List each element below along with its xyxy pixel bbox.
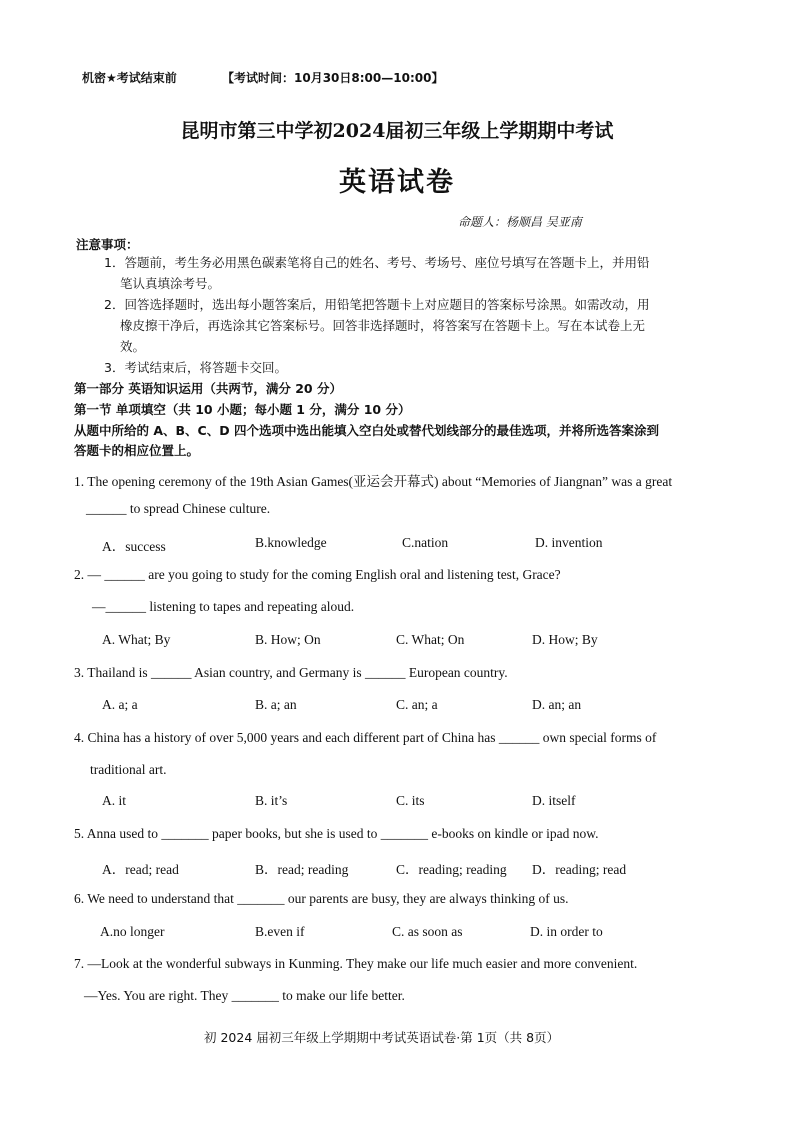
- question-5-stem: 5. Anna used to _______ paper books, but she is used to _______ e-books on kindle or ipad now.: [74, 826, 599, 841]
- authors-line: 命题人：杨顺昌 吴亚南: [458, 215, 582, 229]
- instructions-line-2: 答题卡的相应位置上。: [74, 443, 200, 458]
- question-4-option-b: B. it’s: [255, 793, 288, 808]
- question-2-option-b: B. How; On: [255, 632, 321, 647]
- question-2-stem: 2. — ______ are you going to study for the coming English oral and listening test, Grace?: [74, 567, 561, 582]
- question-4-option-a: A. it: [102, 793, 127, 808]
- question-2-option-d: D. How; By: [532, 632, 598, 647]
- question-2-option-c: C. What; On: [396, 632, 465, 647]
- question-2-stem-cont: —______ listening to tapes and repeating aloud.: [92, 599, 355, 614]
- question-1-option-a: A．success: [102, 539, 166, 554]
- question-1-option-b: B.knowledge: [255, 535, 327, 550]
- question-4-option-d: D. itself: [532, 793, 576, 808]
- question-5-option-b: B．read; reading: [255, 862, 349, 877]
- question-6-option-d: D. in order to: [530, 924, 603, 939]
- question-7-stem-cont: —Yes. You are right. They _______ to make our life better.: [84, 988, 405, 1003]
- notice-heading: 注意事项：: [76, 237, 139, 252]
- notice-item-2-line-3: 效。: [120, 339, 146, 354]
- question-6-option-a: A.no longer: [100, 924, 165, 939]
- question-6-option-b: B.even if: [255, 924, 305, 939]
- question-4-stem-cont: traditional art.: [90, 762, 167, 777]
- confidential-label: 机密★考试结束前: [82, 71, 177, 85]
- question-5-option-d: D．reading; read: [532, 862, 627, 877]
- section-one-heading: 第一节 单项填空（共 10 小题；每小题 1 分，满分 10 分）: [74, 402, 411, 417]
- notice-item-1-line-1: 1．答题前，考生务必用黑色碳素笔将自己的姓名、考号、考场号、座位号填写在答题卡上，并用铅: [104, 255, 650, 270]
- exam-time: 【考试时间：10月30日8:00—10:00】: [222, 71, 444, 85]
- notice-item-2-line-2: 橡皮擦干净后，再选涂其它答案标号。回答非选择题时，将答案写在答题卡上。写在本试卷上无: [120, 318, 646, 333]
- question-1-stem-cont: ______ to spread Chinese culture.: [86, 501, 271, 516]
- question-7-stem: 7. —Look at the wonderful subways in Kunming. They make our life much easier and more convenient.: [74, 956, 638, 971]
- question-5-option-c: C．reading; reading: [396, 862, 507, 877]
- notice-item-1-line-2: 笔认真填涂考号。: [120, 276, 221, 291]
- question-6-option-c: C. as soon as: [392, 924, 463, 939]
- question-1-stem: 1. The opening ceremony of the 19th Asian Games(亚运会开幕式) about “Memories of Jiangnan” was a great: [74, 474, 673, 489]
- question-3-option-b: B. a; an: [255, 697, 297, 712]
- question-4-stem: 4. China has a history of over 5,000 years and each different part of China has ______ own special forms of: [74, 730, 657, 745]
- question-3-option-a: A. a; a: [102, 697, 138, 712]
- question-3-option-c: C. an; a: [396, 697, 438, 712]
- page-footer: 初 2024 届初三年级上学期期中考试英语试卷·第 1页（共 8页）: [204, 1030, 560, 1045]
- exam-title: 昆明市第三中学初2024届初三年级上学期期中考试: [180, 120, 614, 142]
- question-3-stem: 3. Thailand is ______ Asian country, and Germany is ______ European country.: [74, 665, 508, 680]
- notice-item-2-line-1: 2．回答选择题时，选出每小题答案后，用铅笔把答题卡上对应题目的答案标号涂黑。如需改动，用: [104, 297, 650, 312]
- question-1-option-d: D. invention: [535, 535, 603, 550]
- part-one-heading: 第一部分 英语知识运用（共两节，满分 20 分）: [74, 381, 342, 396]
- question-1-option-c: C.nation: [402, 535, 449, 550]
- notice-item-3: 3．考试结束后，将答题卡交回。: [104, 360, 287, 375]
- question-5-option-a: A．read; read: [102, 862, 179, 877]
- paper-subtitle: 英语试卷: [339, 167, 455, 198]
- question-4-option-c: C. its: [396, 793, 425, 808]
- question-2-option-a: A. What; By: [102, 632, 171, 647]
- instructions-line-1: 从题中所给的 A、B、C、D 四个选项中选出能填入空白处或替代划线部分的最佳选项，并将所选答案涂到: [74, 423, 659, 438]
- question-6-stem: 6. We need to understand that _______ our parents are busy, they are always thinking of us.: [74, 891, 569, 906]
- question-3-option-d: D. an; an: [532, 697, 582, 712]
